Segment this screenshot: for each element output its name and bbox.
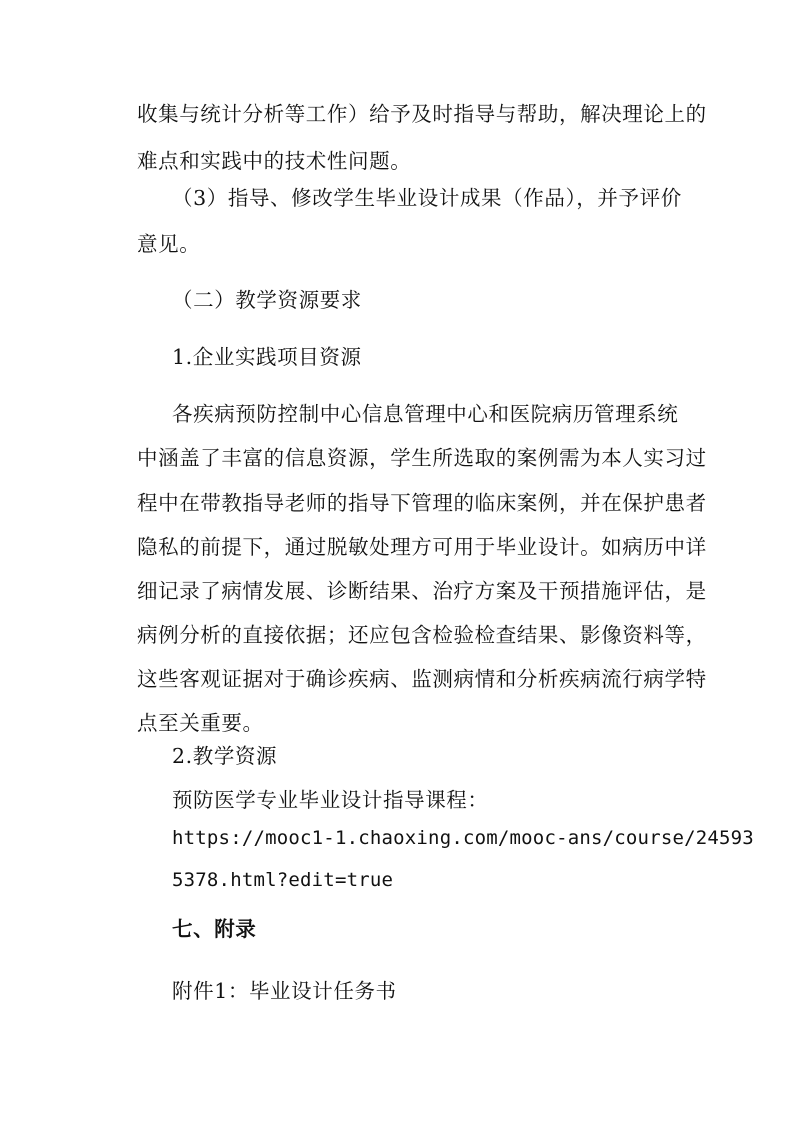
paragraph-line: （3）指导、修改学生毕业设计成果（作品），并予评价 xyxy=(172,186,682,210)
paragraph-line: 各疾病预防控制中心信息管理中心和医院病历管理系统 xyxy=(172,402,679,426)
chapter-heading: 七、附录 xyxy=(172,917,257,941)
paragraph-line: 点至关重要。 xyxy=(137,711,264,735)
course-url[interactable]: https://mooc1-1.chaoxing.com/mooc-ans/course/24593 xyxy=(172,827,754,849)
course-url[interactable]: 5378.html?edit=true xyxy=(172,869,394,891)
paragraph-line: 中涵盖了丰富的信息资源，学生所选取的案例需为本人实习过 xyxy=(137,446,707,470)
paragraph-line: 意见。 xyxy=(137,232,201,256)
paragraph-line: 细记录了病情发展、诊断结果、治疗方案及干预措施评估，是 xyxy=(137,579,707,603)
paragraph-line: 程中在带教指导老师的指导下管理的临床案例，并在保护患者 xyxy=(137,491,707,515)
paragraph-line: 隐私的前提下，通过脱敏处理方可用于毕业设计。如病历中详 xyxy=(137,535,707,559)
sub-heading: 2.教学资源 xyxy=(172,744,278,768)
paragraph-line: 收集与统计分析等工作）给予及时指导与帮助，解决理论上的 xyxy=(137,102,707,126)
appendix-item: 附件1：毕业设计任务书 xyxy=(172,979,397,1003)
paragraph-line: 这些客观证据对于确诊疾病、监测病情和分析疾病流行病学特 xyxy=(137,667,707,691)
paragraph-line: 病例分析的直接依据；还应包含检验检查结果、影像资料等， xyxy=(137,623,707,647)
course-label: 预防医学专业毕业设计指导课程： xyxy=(172,788,489,812)
sub-heading: 1.企业实践项目资源 xyxy=(172,345,362,369)
section-heading: （二）教学资源要求 xyxy=(172,288,362,312)
paragraph-line: 难点和实践中的技术性问题。 xyxy=(137,149,412,173)
